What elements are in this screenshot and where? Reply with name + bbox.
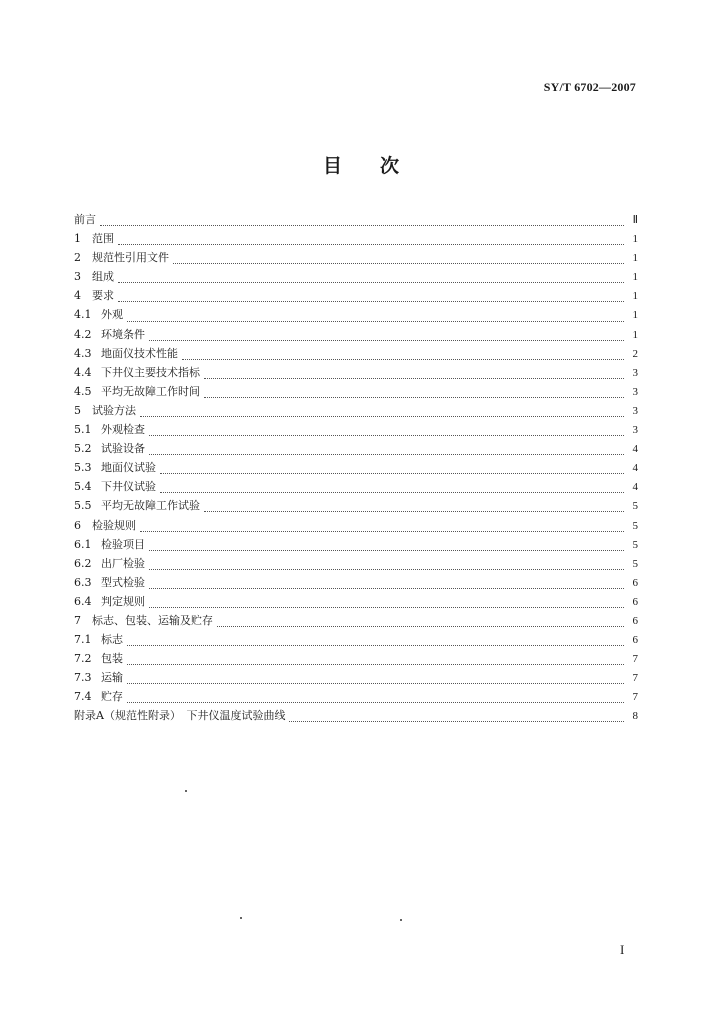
toc-entry-number: 4.4: [74, 365, 92, 379]
toc-entry-page: 3: [632, 404, 638, 417]
toc-leader-dots: [204, 389, 624, 398]
toc-leader-dots: [149, 332, 624, 341]
toc-entry[interactable]: [74, 344, 638, 363]
toc-entry-page: Ⅱ: [632, 214, 638, 226]
page-title: [0, 151, 722, 178]
title-char-2: 次: [380, 155, 400, 177]
toc-entry[interactable]: [74, 401, 638, 420]
toc-entry[interactable]: [74, 554, 638, 573]
scan-speck: [240, 917, 242, 919]
toc-entry-page: 3: [632, 385, 638, 398]
toc-entry-page: 1: [632, 290, 638, 303]
toc-entry-label: 下井仪试验: [101, 480, 156, 494]
toc-entry-number: 4.3: [74, 346, 92, 360]
toc-entry-page: 1: [632, 309, 638, 322]
toc-entry-label: 包装: [101, 652, 123, 666]
toc-leader-dots: [149, 427, 624, 436]
toc-entry-number: 7.2: [74, 652, 92, 666]
toc-leader-dots: [118, 236, 624, 245]
toc-entry-number: 3: [74, 270, 81, 284]
toc-entry[interactable]: [74, 496, 638, 515]
toc-entry-label: 范围: [92, 232, 114, 246]
toc-entry-label: 出厂检验: [101, 556, 145, 570]
toc-entry[interactable]: [74, 573, 638, 592]
toc-leader-dots: [160, 465, 624, 474]
toc-entry-number: 7.4: [74, 690, 92, 704]
toc-entry[interactable]: [74, 267, 638, 286]
toc-entry-number: 6.4: [74, 594, 92, 608]
toc-entry-number: 2: [74, 251, 81, 265]
page-number: I: [620, 942, 625, 957]
toc-leader-dots: [149, 561, 624, 570]
toc-entry-page: 7: [632, 691, 638, 704]
toc-entry[interactable]: [74, 210, 638, 229]
toc-entry-page: 4: [632, 481, 638, 494]
toc-entry-label: 外观检查: [101, 423, 145, 437]
toc-entry-label: 贮存: [101, 690, 123, 704]
toc-leader-dots: [149, 446, 624, 455]
toc-leader-dots: [149, 599, 624, 608]
toc-leader-dots: [160, 484, 624, 493]
title-char-1: 目: [322, 155, 342, 177]
scan-speck: [400, 919, 402, 921]
toc-entry-page: 7: [632, 653, 638, 666]
toc-entry-number: 6.3: [74, 575, 92, 589]
toc-leader-dots: [127, 313, 624, 322]
toc-entry[interactable]: [74, 706, 638, 725]
toc-leader-dots: [182, 351, 624, 360]
toc-entry[interactable]: [74, 325, 638, 344]
toc-entry-page: 5: [632, 557, 638, 570]
toc-entry[interactable]: [74, 592, 638, 611]
toc-entry[interactable]: [74, 687, 638, 706]
toc-entry[interactable]: [74, 305, 638, 324]
toc-entry-number: 4: [74, 289, 81, 303]
toc-entry-label: 型式检验: [101, 575, 145, 589]
toc-entry-number: 4.5: [74, 384, 92, 398]
toc-entry-label: 运输: [101, 671, 123, 685]
toc-entry-number: 5.4: [74, 480, 92, 494]
toc-entry[interactable]: [74, 516, 638, 535]
toc-leader-dots: [149, 580, 624, 589]
standard-code: SY/T 6702—2007: [543, 80, 636, 94]
toc-leader-dots: [204, 503, 624, 512]
toc-leader-dots: [127, 637, 624, 646]
toc-leader-dots: [289, 713, 624, 722]
toc-entry-label: 标志: [101, 633, 123, 647]
toc-entry-number: 4.1: [74, 308, 92, 322]
toc-entry[interactable]: [74, 229, 638, 248]
toc-entry-page: 4: [632, 443, 638, 456]
toc-entry-label: 组成: [92, 270, 114, 284]
toc-leader-dots: [118, 274, 624, 283]
toc-entry-label: 平均无故障工作试验: [101, 499, 200, 513]
toc-entry-label: 检验项目: [101, 537, 145, 551]
toc-leader-dots: [140, 523, 624, 532]
toc-leader-dots: [140, 408, 624, 417]
toc-entry-label: 前言: [74, 213, 96, 226]
toc-entry-label: 地面仪技术性能: [101, 346, 178, 360]
toc-entry-label: 地面仪试验: [101, 461, 156, 475]
toc-entry-page: 3: [632, 366, 638, 379]
toc-entry[interactable]: [74, 668, 638, 687]
toc-entry-page: 3: [632, 424, 638, 437]
toc-entry-number: 5.5: [74, 499, 92, 513]
toc-entry[interactable]: [74, 611, 638, 630]
toc-leader-dots: [127, 675, 624, 684]
toc-entry-label: 环境条件: [101, 327, 145, 341]
toc-leader-dots: [127, 656, 624, 665]
toc-entry-page: 1: [632, 252, 638, 265]
toc-leader-dots: [100, 217, 624, 226]
toc-entry[interactable]: [74, 286, 638, 305]
toc-entry[interactable]: [74, 535, 638, 554]
toc-entry-number: 7.1: [74, 633, 92, 647]
toc-entry-label: 要求: [92, 289, 114, 303]
toc-entry-number: 4.2: [74, 327, 92, 341]
toc-entry-number: 5.3: [74, 461, 92, 475]
toc-entry-label: 试验方法: [92, 403, 136, 417]
toc-leader-dots: [149, 542, 624, 551]
toc-leader-dots: [217, 618, 624, 627]
toc-entry[interactable]: [74, 649, 638, 668]
toc-entry-label: 下井仪主要技术指标: [101, 365, 200, 379]
toc-entry-page: 5: [632, 519, 638, 532]
toc-entry[interactable]: [74, 630, 638, 649]
toc-entry-page: 6: [632, 614, 638, 627]
toc-entry-number: 5.2: [74, 442, 92, 456]
toc-entry-page: 1: [632, 271, 638, 284]
toc-entry-page: 5: [632, 500, 638, 513]
toc-entry[interactable]: [74, 363, 638, 382]
toc-entry[interactable]: [74, 382, 638, 401]
toc-entry-number: 5.1: [74, 423, 92, 437]
toc-entry[interactable]: [74, 458, 638, 477]
toc-leader-dots: [204, 370, 624, 379]
toc-entry-page: 1: [632, 233, 638, 246]
toc-entry[interactable]: [74, 477, 638, 496]
toc-entry-page: 2: [632, 347, 638, 360]
toc-leader-dots: [127, 694, 624, 703]
toc-leader-dots: [173, 255, 624, 264]
toc-leader-dots: [118, 293, 624, 302]
toc-entry-label: 标志、包装、运输及贮存: [92, 613, 213, 627]
toc-entry-number: 1: [74, 232, 81, 246]
toc-entry-number: 7: [74, 613, 81, 627]
toc-entry-label: 试验设备: [101, 442, 145, 456]
toc-entry-page: 6: [632, 634, 638, 647]
toc-entry[interactable]: [74, 248, 638, 267]
toc-entry-number: 6.2: [74, 556, 92, 570]
toc-entry-number: 6: [74, 518, 81, 532]
toc-entry-page: 6: [632, 595, 638, 608]
toc-entry-label: 判定规则: [101, 594, 145, 608]
toc-entry-label: 规范性引用文件: [92, 251, 169, 265]
toc-entry-label: 平均无故障工作时间: [101, 384, 200, 398]
toc-entry-page: 6: [632, 576, 638, 589]
toc-entry-page: 7: [632, 672, 638, 685]
toc-entry-number: 6.1: [74, 537, 92, 551]
toc-entry-label: 附录A（规范性附录） 下井仪温度试验曲线: [74, 709, 286, 723]
toc-entry-label: 检验规则: [92, 518, 136, 532]
toc-entry-label: 外观: [101, 308, 123, 322]
toc-entry[interactable]: [74, 420, 638, 439]
toc-entry-page: 4: [632, 462, 638, 475]
table-of-contents: [74, 210, 638, 726]
toc-entry-number: 5: [74, 403, 81, 417]
toc-entry-number: 7.3: [74, 671, 92, 685]
toc-entry-page: 1: [632, 328, 638, 341]
toc-entry-page: 8: [632, 710, 638, 723]
toc-entry[interactable]: [74, 439, 638, 458]
toc-entry-page: 5: [632, 538, 638, 551]
scan-speck: [185, 790, 187, 792]
